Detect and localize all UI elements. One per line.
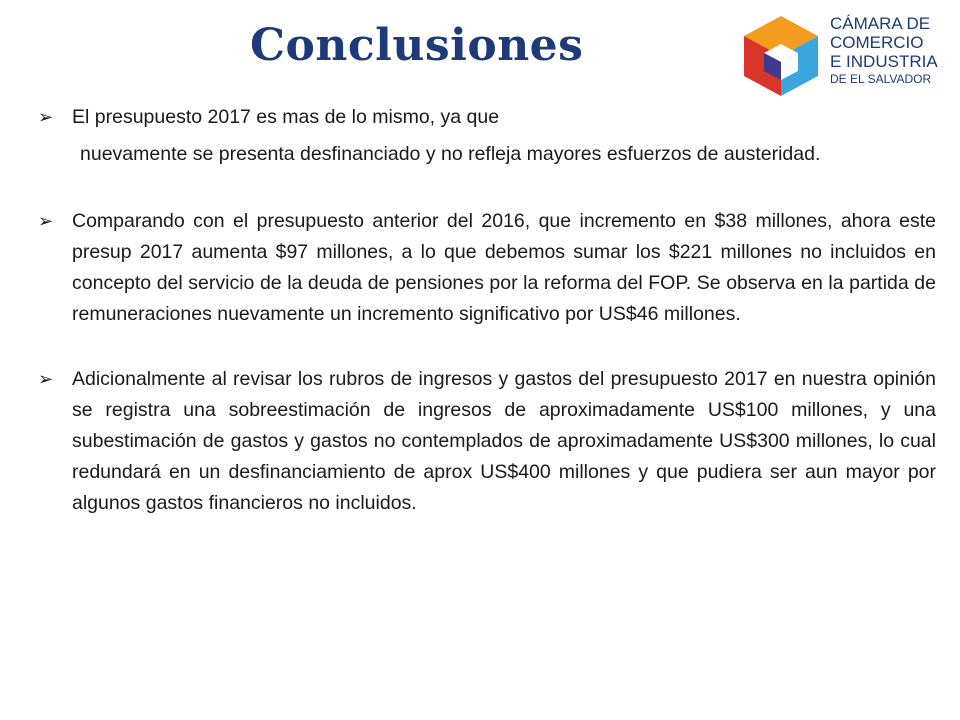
arrow-bullet-icon: ➢ (38, 369, 54, 389)
bullet-item-1 (38, 102, 936, 133)
logo-line-3: E INDUSTRIA (830, 52, 938, 71)
chamber-logo (736, 10, 946, 100)
bullet-item-2 (38, 206, 936, 330)
bullet-3-text: Adicionalmente al revisar los rubros de ingresos y gastos del presupuesto 2017 en nuestra opinión se registra una sobreestimación de ingresos de aproximadamente US$100 millones, y una subestimación de gastos y gastos no contemplados de aproximadamente US$300 millones, lo cual redundará en un desfinanciamiento de aprox US$400 millones y que pudiera ser aun mayor por algunos gastos financieros no incluidos. (72, 368, 936, 514)
logo-text (830, 14, 938, 87)
cube-logo-icon (736, 10, 826, 100)
logo-line-4: DE EL SALVADOR (830, 72, 932, 86)
page-title: Conclusiones (250, 20, 584, 71)
logo-line-2: COMERCIO (830, 33, 924, 52)
arrow-bullet-icon: ➢ (38, 107, 54, 127)
bullet-2-text: Comparando con el presupuesto anterior del 2016, que incremento en $38 millones, ahora este presup 2017 aumenta $97 millones, a lo que debemos sumar los $221 millones no incluidos en concepto del servicio de la deuda de pensiones por la reforma del FOP. Se observa en la partida de remuneraciones nuevamente un incremento significativo por US$46 millones. (72, 210, 936, 325)
bullet-1-lead: El presupuesto 2017 es mas de lo mismo, ya que (72, 106, 500, 128)
bullet-item-3 (38, 364, 936, 519)
arrow-bullet-icon: ➢ (38, 211, 54, 231)
logo-line-1: CÁMARA DE (830, 14, 931, 33)
conclusions-list (38, 102, 936, 519)
bullet-1-continuation: nuevamente se presenta desfinanciado y no refleja mayores esfuerzos de austeridad. (80, 143, 821, 165)
